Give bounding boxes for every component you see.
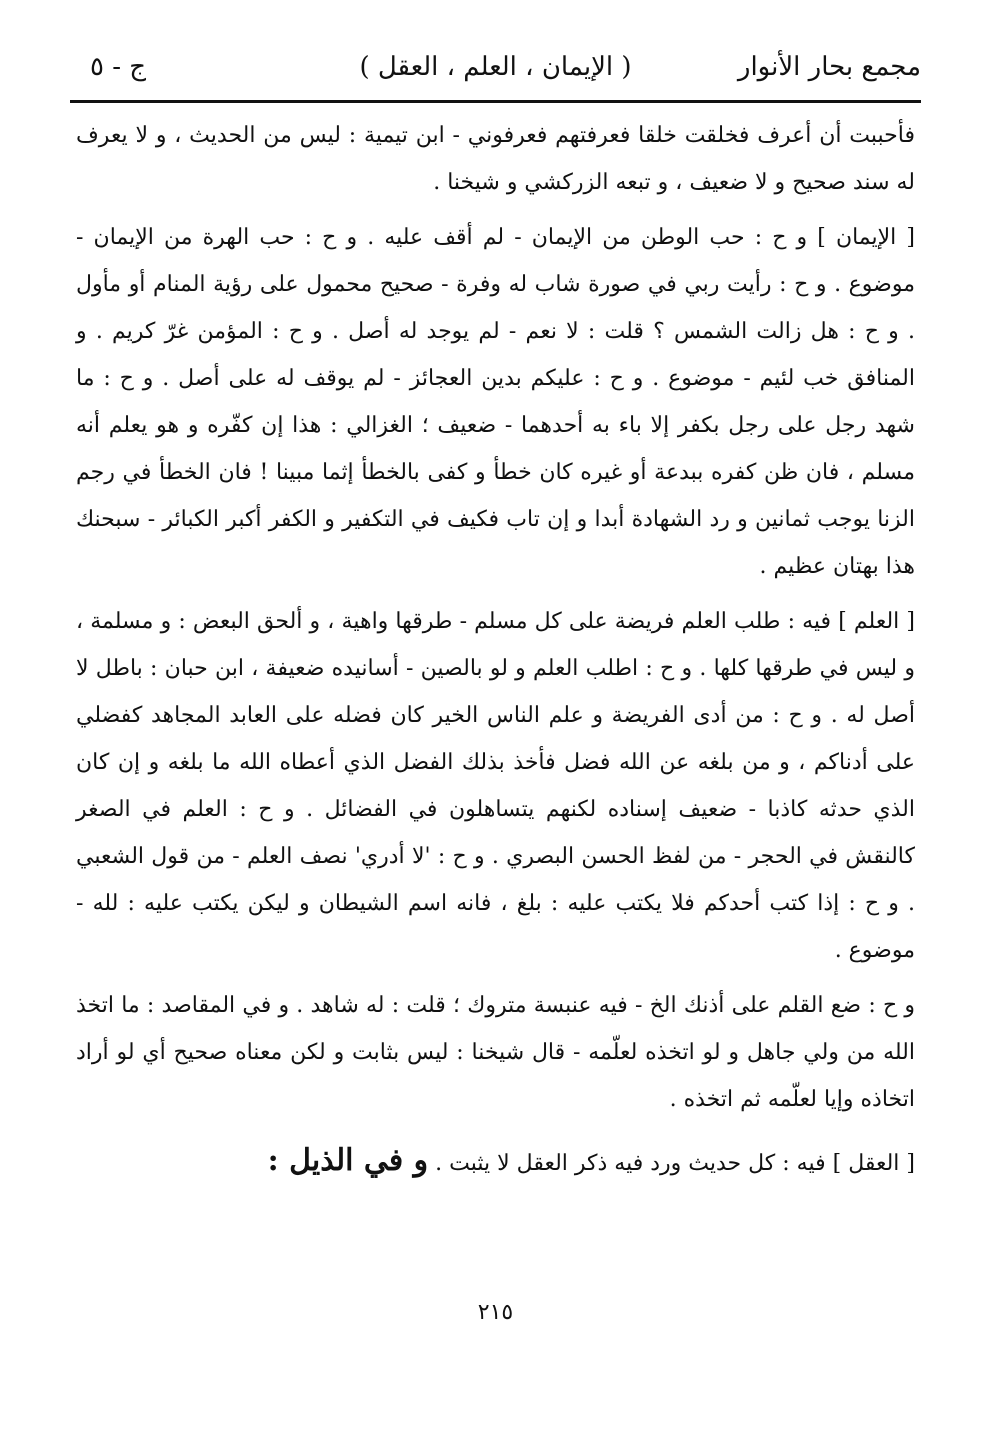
body-text [76,112,915,1195]
paragraph-intro: فأحببت أن أعرف فخلقت خلقا فعرفتهم فعرفوني - ابن تيمية : ليس من الحديث ، و لا يعرف له سند صحيح و لا ضعيف ، و تبعه الزركشي و شيخنا . [76,123,915,195]
paragraph-iman: [ الإيمان ] و ح : حب الوطن من الإيمان - لم أقف عليه . و ح : حب الهرة من الإيمان - موضوع . و ح : رأيت ربي في صورة شاب له وفرة - صحيح محمول على رؤية المنام أو مأول . و ح : هل زالت الشمس ؟ قلت : لا نعم - لم يوجد له أصل . و ح : المؤمن غرّ كريم . و المنافق خب لئيم - موضوع . و ح : عليكم بدين العجائز - لم يوقف له على أصل . و ح : ما شهد رجل على رجل بكفر إلا باء به أحدهما - ضعيف ؛ الغزالي : هذا إن كفّره و هو يعلم أنه مسلم ، فان ظن كفره ببدعة أو غيره كان خطأ و كفى بالخطأ إثما مبينا ! فان الخطأ في رجم الزنا يوجب ثمانين و رد الشهادة أبدا و إن تاب فكيف في التكفير و الكفر أكبر الكبائر - سبحنك هذا بهتان عظيم . [76,225,915,579]
paragraph-qalam: و ح : ضع القلم على أذنك الخ - فيه عنبسة متروك ؛ قلت : له شاهد . و في المقاصد : ما اتخذ الله من ولي جاهل و لو اتخذه لعلّمه - قال شيخنا : ليس بثابت و لكن معناه صحيح أي لو أراد اتخاذه وإيا لعلّمه ثم اتخذه . [76,993,915,1112]
book-title: مجمع بحار الأنوار [737,52,921,82]
section-title: ( الإيمان ، العلم ، العقل ) [359,52,632,82]
aql-text: [ العقل ] فيه : كل حديث ورد فيه ذكر العقل لا يثبت . [435,1151,915,1176]
page-number: ٢١٥ [477,1300,514,1325]
volume-label: ج - ٥ [90,52,147,82]
header-rule [70,100,921,103]
paragraph-ilm: [ العلم ] فيه : طلب العلم فريضة على كل مسلم - طرقها واهية ، و ألحق البعض : و مسلمة ، و ليس في طرقها كلها . و ح : اطلب العلم و لو بالصين - أسانيده ضعيفة ، ابن حبان : باطل لا أصل له . و ح : من أدى الفريضة و علم الناس الخير كان فضله على العابد المجاهد كفضلي على أدناكم ، و من بلغه عن الله فضل فأخذ بذلك الفضل الذي أعطاه الله ما بلغه و إن كان الذي حدثه كاذبا - ضعيف إسناده لكنهم يتساهلون في الفضائل . و ح : العلم في الصغر كالنقش في الحجر - من لفظ الحسن البصري . و ح : 'لا أدري' نصف العلم - من قول الشعبي . و ح : إذا كتب أحدكم فلا يكتب عليه : بلغ ، فانه اسم الشيطان و ليكن يكتب عليه : لله - موضوع . [76,609,915,963]
paragraph-aql [76,1137,915,1187]
dhayl-heading: و في الذيل : [267,1143,429,1178]
running-header [70,40,921,100]
